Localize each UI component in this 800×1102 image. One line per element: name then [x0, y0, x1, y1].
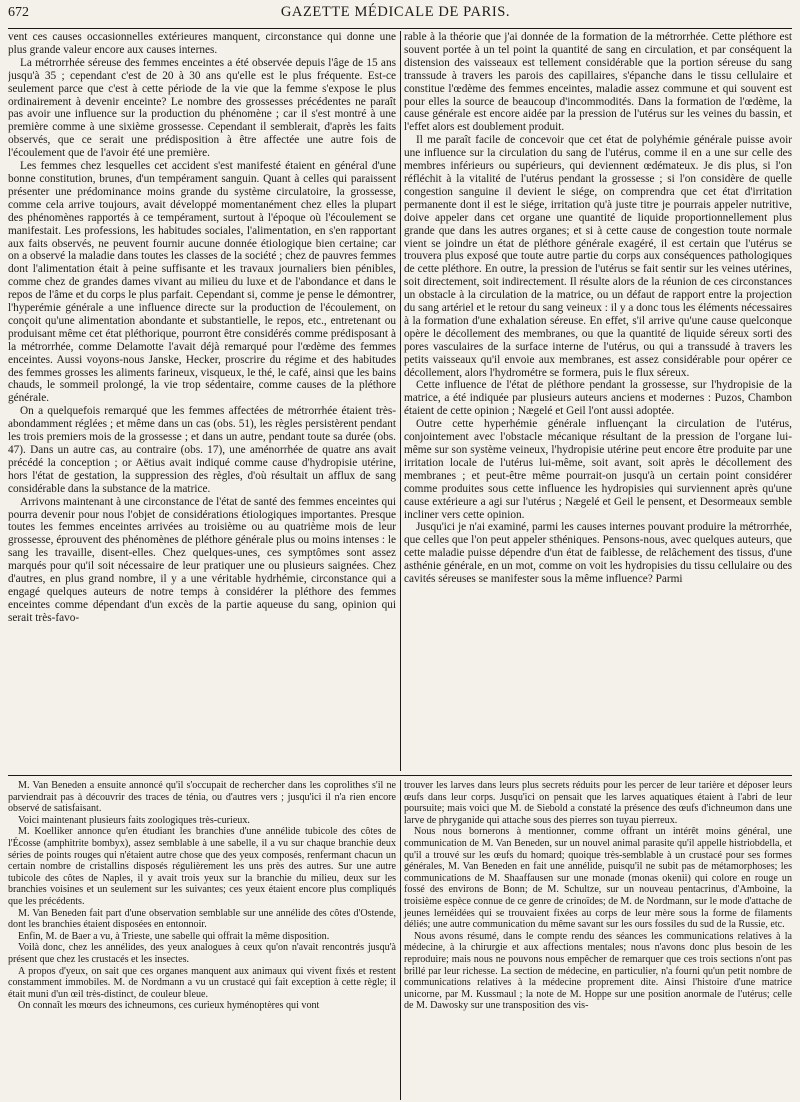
feuilleton-section — [8, 776, 792, 1100]
paragraph: Cette influence de l'état de pléthore pendant la grossesse, sur l'hydropisie de la matrice, a été indiquée par plusieurs auteurs anciens et modernes : Puzos, Chambon étaient de cette opinion ; Nægelé et Geil l'ont aussi adoptée. — [404, 379, 792, 418]
paragraph: Nous avons résumé, dans le compte rendu des séances les communications relatives à la médecine, à la chirurgie et aux affections mentales; nous n'avons donc plus besoin de les reproduire; mais nous ne pouvons nous empêcher de remarquer que ces trois sections n'ont pas brillé par leur richesse. La section de médecine, en particulier, n'a fourni qu'un petit nombre de communications relatives à la médecine proprement dite. Ainsi l'histoire d'une matrice unicorne, par M. Kussmaul ; la note de M. Hoppe sur une position anormale de l'utérus; celle de M. Dawosky sur une transposition des vis- — [404, 930, 792, 1012]
paragraph: On a quelquefois remarqué que les femmes affectées de métrorrhée étaient très-abondamment réglées ; et même dans un cas (obs. 51), les règles persistèrent pendant les trois premiers mois de la grossesse ; et dans un autre, pendant toute sa durée (obs. 47). Dans un autre cas, au contraire (obs. 17), une aménorrhée de quatre ans avait précédé la conception ; or Aëtius avait indiqué comme cause d'hydropisie utérine, hors l'état de gestation, la suppression des règles, d'où résultait un afflux de sang considérable dans la substance de la matrice. — [8, 405, 396, 495]
journal-title: GAZETTE MÉDICALE DE PARIS. — [280, 4, 511, 20]
paragraph: Nous nous bornerons à mentionner, comme offrant un intérêt moins général, une communication de M. Van Beneden, sur un nouvel animal parasite qu'il appelle histriobdella, et qu'il a trouvé sur les œufs du homard; quoique très-semblable à un crustacé pour ses formes générales, M. Van Beneden en fait une annélide, puisqu'il ne subit pas de métamorphoses; les communications de M. Shaaffausen sur une monade (monas okenii) qui colore en rouge un fossé des environs de Bonn; de M. Schultze, sur un nouveau pentacrinus, d'Amboine, la troisième espèce connue de ce genre de crinoïdes; de M. de Nordmann, sur le mode d'attache de jeunes lernéidées qui se trouvaient fixées au corps de leur mère sous la forme de filaments déliés; une autre communication du même savant sur les ours fossiles du sud de la Russie, etc. — [404, 826, 792, 931]
paragraph: On connaît les mœurs des ichneumons, ces curieux hyménoptères qui vont — [18, 1000, 320, 1012]
paragraph: Arrivons maintenant à une circonstance de l'état de santé des femmes enceintes qui pourra devenir pour nous l'objet de considérations étiologiques importantes. Presque toutes les femmes enceintes arrivées au troisième ou au quatrième mois de leur grossesse, éprouvent des phénomènes de pléthore générale plus ou moins intenses : le sang les travaille, disent-elles. Chez quelques-unes, ces symptômes sont assez marqués pour qu'il soit nécessaire de leur pratiquer une ou plusieurs saignées. Chez d'autres, en plus grand nombre, il y a une véritable hydrhémie, circonstance qui a engagé quelques auteurs de notre temps à considérer la pléthore des femmes enceintes comme dépendant d'un excès de la partie aqueuse du sang, opinion qui serait très-favo- — [8, 495, 396, 624]
paragraph: M. Koelliker annonce qu'en étudiant les branchies d'une annélide tubicole des côtes de l'Écosse (amphitrite bombyx), assez semblable à une sabelle, il a vu sur chaque branchie deux séries de points rouges qui n'étaient autre chose que des yeux composés, renfermant chacun un certain nombre de cristallins disposés régulièrement les uns près des autres. Sur une autre tubicole des côtes de Naples, il y avait trois yeux sur la branchie du milieu, deux sur les branchies voisines et un seulement sur les suivantes; ces yeux étaient encore plus compliqués que les précédents. — [8, 826, 396, 907]
article-column-left — [8, 31, 396, 771]
paragraph: Outre cette hyperhémie générale influençant la circulation de l'utérus, conjointement avec l'obstacle mécanique résultant de la pression de l'organe lui-même sur son système veineux, l'hydropisie utérine peut encore être produite par une irritation locale de l'utérus lui-même, soit avant, soit après le décollement des membranes ; et peut-être même pourrait-on jusqu'à un certain point considérer comme produites sous cette influence les hydropisies qui surviennent après qu'une cause extérieure a agi sur l'utérus ; Nægelé et Geil le pensent, et Desormeaux semble incliner vers cette opinion. — [404, 418, 792, 521]
main-article — [8, 29, 792, 771]
paragraph: M. Van Beneden a ensuite annoncé qu'il s'occupait de rechercher dans les coprolithes s'il ne parviendrait pas à découvrir des traces de ténia, ou d'autres vers ; jusqu'ici il n'a rien encore observé de satisfaisant. — [8, 780, 396, 815]
paragraph: Il me paraît facile de concevoir que cet état de polyhémie générale puisse avoir une influence sur la circulation du sang de l'utérus, comme il en a une sur celle des membres inférieurs ou supérieurs, qui deviennent œdémateux. Je dis plus, si l'on réfléchit à la vitalité de l'utérus pendant la grossesse ; si l'on considère de quelle congestion sanguine il devient le siége, on comprendra que cet état d'irritation permanente dont il est le siége, irritation qu'à juste titre je pourrais appeler nutritive, doive appeler dans cet organe une quantité de liquide proportionnellement plus grande que dans les autres organes; et si à cette cause de congestion toute normale vient se joindre un état de pléthore générale exagéré, il est certain que l'utérus se trouvera plus exposé que toute autre partie du corps aux conséquences pathologiques de cette pléthore. En outre, la pression de l'utérus se fait sentir sur les veines utérines, soit directement, soit indirectement. Il résulte alors de la réunion de ces circonstances un obstacle à la circulation de la matrice, ou un défaut de rapport entre la projection du sang artériel et le retour du sang veineux : il y a donc tous les éléments nécessaires à la formation d'une exhalation séreuse. En effet, s'il arrive qu'une cause quelconque opère le décollement des membranes, ou que la quantité de liquide séreux sorti des pores vasculaires de la surface interne de l'utérus, ou qui a transsudé à travers les petits vaisseaux qu'il envoie aux membranes, est assez considérable pour opérer ce décollement, alors l'hydrométre se formera, puis le flux séreux. — [404, 134, 792, 379]
paragraph: trouver les larves dans leurs plus secrets réduits pour les percer de leur tarière et déposer leurs œufs dans leur corps. Jusqu'ici on pensait que les larves aquatiques étaient à l'abri de leur poursuite; mais voici que M. de Siebold a constaté la présence des œufs d'ichneumon dans une larve de phryganide qui attache sous des pierres son tuyau pierreux. — [404, 780, 792, 826]
paragraph: M. Van Beneden fait part d'une observation semblable sur une annélide des côtes d'Ostende, dont les branchies étaient disposées en entonnoir. — [8, 907, 396, 931]
paragraph: vent ces causes occasionnelles extérieures manquent, circonstance qui donne une plus grande valeur encore aux causes internes. — [8, 31, 396, 56]
paragraph: Jusqu'ici je n'ai examiné, parmi les causes internes pouvant produire la métrorrhée, que celles que l'on peut appeler sthéniques. Pensons-nous, avec quelques auteurs, que cette maladie puisse dépendre d'un état de faiblesse, de relâchement des tissus, d'une asthénie générale, en un mot, comme on voit les hydropisies du tissu cellulaire ou des cavités séreuses se manifester sous la même influence? Parmi — [404, 521, 792, 586]
paragraph: Voilà donc, chez les annélides, des yeux analogues à ceux qu'on n'avait rencontrés jusqu'à présent que chez les crustacés et les insectes. — [8, 942, 396, 965]
column-divider — [400, 31, 401, 771]
page-header — [8, 0, 792, 29]
page-number: 672 — [8, 5, 29, 20]
feuilleton-column-left — [8, 780, 396, 1100]
paragraph: La métrorrhée séreuse des femmes enceintes a été observée depuis l'âge de 15 ans jusqu'à 35 ; cependant c'est de 20 à 30 ans qu'elle est le plus fréquente. Est-ce seulement parce que c'est à cette période de la vie que la femme s'expose le plus ordinairement à devenir enceinte? Le nombre des grossesses précédentes ne paraît pas avoir une influence sur la production du phénomène ; car il s'est montré à une première comme à une sixième grossesse. Cependant il semblerait, d'après les faits observés, que ce serait une prédisposition à être affectée une autre fois de l'écoulement que de l'avoir été une première. — [8, 56, 396, 160]
feuilleton-column-right — [404, 780, 792, 1100]
paragraph: Les femmes chez lesquelles cet accident s'est manifesté étaient en général d'une bonne constitution, brunes, d'un tempérament sanguin. Quant à celles qui paraissent présenter une prédominance moins grande du système circulatoire, la grossesse, comme cela arrive toujours, avait développé momentanément chez elles la plupart des phénomènes rapportés à ce tempérament, surtout à l'époque où l'écoulement se manifestait. Les professions, les habitudes sociales, l'alimentation, en s'en rapportant aux faits observés, ne peuvent fournir aucune donnée étiologique bien certaine; car on a observé la maladie dans toutes les classes de la société ; chez de pauvres femmes dont l'alimentation était à peine suffisante et les travaux journaliers bien pénibles, comme chez de grandes dames vivant au milieu du luxe et de l'abondance et dans le repos de l'âme et du corps le plus parfait. Cependant si, comme je pense le démontrer, l'hyperémie générale a une influence directe sur la production de l'écoulement, on conçoit qu'une alimentation abondante et substantielle, le repos, etc., entretenant ou produisant même cet état pléthorique, pourront être considérés comme prédisposant à la métrorrhée, comme Delamotte l'avait déjà remarqué pour l'œdème des femmes enceintes. Aussi voyons-nous Janske, Hecker, proscrire du régime et des habitudes des femmes grosses les aliments farineux, visqueux, le thé, le café, ainsi que les bains chauds, le sommeil prolongé, la vie trop sédentaire, comme causes de la pléthore générale. — [8, 160, 396, 405]
article-column-right — [404, 31, 792, 771]
paragraph: A propos d'yeux, on sait que ces organes manquent aux animaux qui vivent fixés et restent constamment immobiles. M. de Nordmann a vu un crustacé qui fait exception à cette règle; il était muni d'un œil très-distinct, de couleur bleue. — [8, 965, 396, 1000]
column-divider — [400, 780, 401, 1100]
paragraph: rable à la théorie que j'ai donnée de la formation de la métrorrhée. Cette pléthore est souvent portée à un tel point la quantité de sang en circulation, et par conséquent la distension des vaisseaux est tellement considérable que la portion séreuse du sang transsude à travers les parois des capillaires, s'épanche dans le tissu cellulaire et constitue l'œdème des femmes enceintes, maladie assez commune et qui souvent est pour elles la source de beaucoup d'incommodités. Dans la formation de l'œdème, la cause générale est encore aidée par la pression de l'utérus sur les veines du bassin, et l'effet alors est doublement produit. — [404, 31, 792, 134]
paragraph: Voici maintenant plusieurs faits zoologiques très-curieux. — [18, 814, 250, 826]
paragraph: Enfin, M. de Baer a vu, à Trieste, une sabelle qui offrait la même disposition. — [18, 930, 330, 942]
